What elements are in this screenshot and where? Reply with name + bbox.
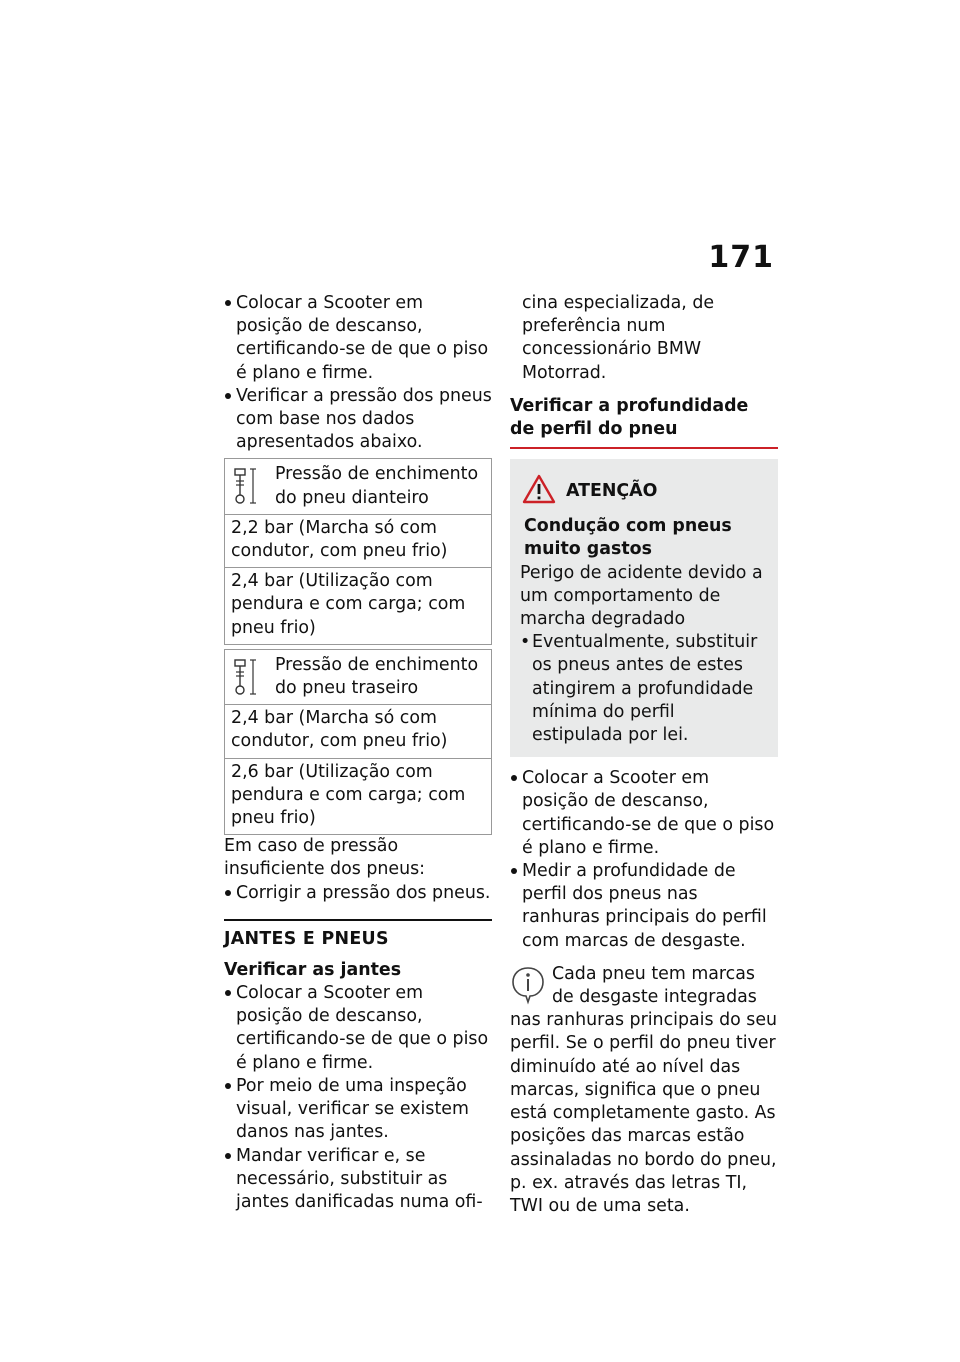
right-column <box>510 292 778 1218</box>
rear-pressure-title: Pressão de enchimento do pneu traseiro <box>275 654 479 699</box>
warning-triangle-icon <box>522 474 556 508</box>
section-title: JANTES E PNEUS <box>224 928 389 949</box>
note-first-line: Cada pneu tem marcas de desgaste integradas <box>552 963 757 1008</box>
bullet-correct-pressure: Corrigir a pressão dos pneus. <box>224 882 492 905</box>
bullet-tread-place-scooter: Colocar a Scooter em posição de descanso, certificando-se de que o piso é plano e firme. <box>510 767 778 860</box>
rims-title: Verificar as jantes <box>224 959 402 980</box>
warning-subtitle: Condução com pneus muito gastos <box>524 516 732 560</box>
rear-pressure-solo: 2,4 bar (Marcha só com condutor, com pneu frio) <box>225 704 491 757</box>
front-pressure-title: Pressão de enchimento do pneu dianteiro <box>275 464 479 508</box>
warning-header <box>520 467 768 515</box>
warning-action: • Eventualmente, substituir os pneus antes de estes atingirem a profundidade mínima do perfil estipulada por lei. <box>520 631 768 747</box>
bullet-rims-replace <box>224 1145 492 1215</box>
rear-pressure-header <box>225 650 491 704</box>
page-number: 171 <box>708 240 774 275</box>
warning-text: Perigo de acidente devido a um comportamento de marcha degradado <box>520 562 763 630</box>
front-pressure-header <box>225 459 491 513</box>
left-column <box>224 292 492 1214</box>
warning-divider <box>510 447 778 449</box>
front-pressure-solo: 2,2 bar (Marcha só com condutor, com pneu frio) <box>225 514 491 567</box>
rims-replace-text: Mandar verificar e, se necessário, substituir as jantes danificadas numa ofi- <box>236 1145 483 1212</box>
low-pressure-text: Em caso de pressão insuficiente dos pneus: <box>224 836 426 880</box>
bullet-measure-tread: Medir a profundidade de perfil dos pneus nas ranhuras principais do perfil com marcas de desgaste. <box>510 860 778 953</box>
tread-depth-title: Verificar a profundidade de perfil do pneu <box>510 395 749 440</box>
tire-pressure-gauge-icon <box>231 463 275 509</box>
info-note <box>510 963 778 1218</box>
bullet-rims-place-scooter: Colocar a Scooter em posição de descanso, certificando-se de que o piso é plano e firme. <box>224 982 492 1075</box>
rims-bullet-continuation: cina especializada, de preferência num concessionário BMW Motorrad. <box>522 293 715 383</box>
section-divider <box>224 919 492 921</box>
bullet-rims-inspect: Por meio de uma inspeção visual, verificar se existem danos nas jantes. <box>224 1075 492 1145</box>
info-icon <box>510 965 546 1009</box>
rear-pressure-loaded: 2,6 bar (Utilização com pendura e com carga; com pneu frio) <box>225 758 491 835</box>
rear-pressure-table <box>224 649 492 835</box>
note-body: nas ranhuras principais do seu perfil. Se o perfil do pneu tiver diminuído até ao nível das marcas, significa que o pneu está completamente gasto. As posições das marcas estão assinaladas no bordo do pneu, p. ex. através das letras TI, TWI ou de uma seta. <box>510 1010 778 1216</box>
front-pressure-table <box>224 458 492 644</box>
tire-pressure-gauge-icon <box>231 654 275 700</box>
warning-label: ATENÇÃO <box>566 481 658 502</box>
bullet-check-pressure: Verificar a pressão dos pneus com base nos dados apresentados abaixo. <box>224 385 492 455</box>
front-pressure-loaded: 2,4 bar (Utilização com pendura e com carga; com pneu frio) <box>225 567 491 644</box>
warning-box <box>510 459 778 757</box>
bullet-place-scooter: Colocar a Scooter em posição de descanso, certificando-se de que o piso é plano e firme. <box>224 292 492 385</box>
